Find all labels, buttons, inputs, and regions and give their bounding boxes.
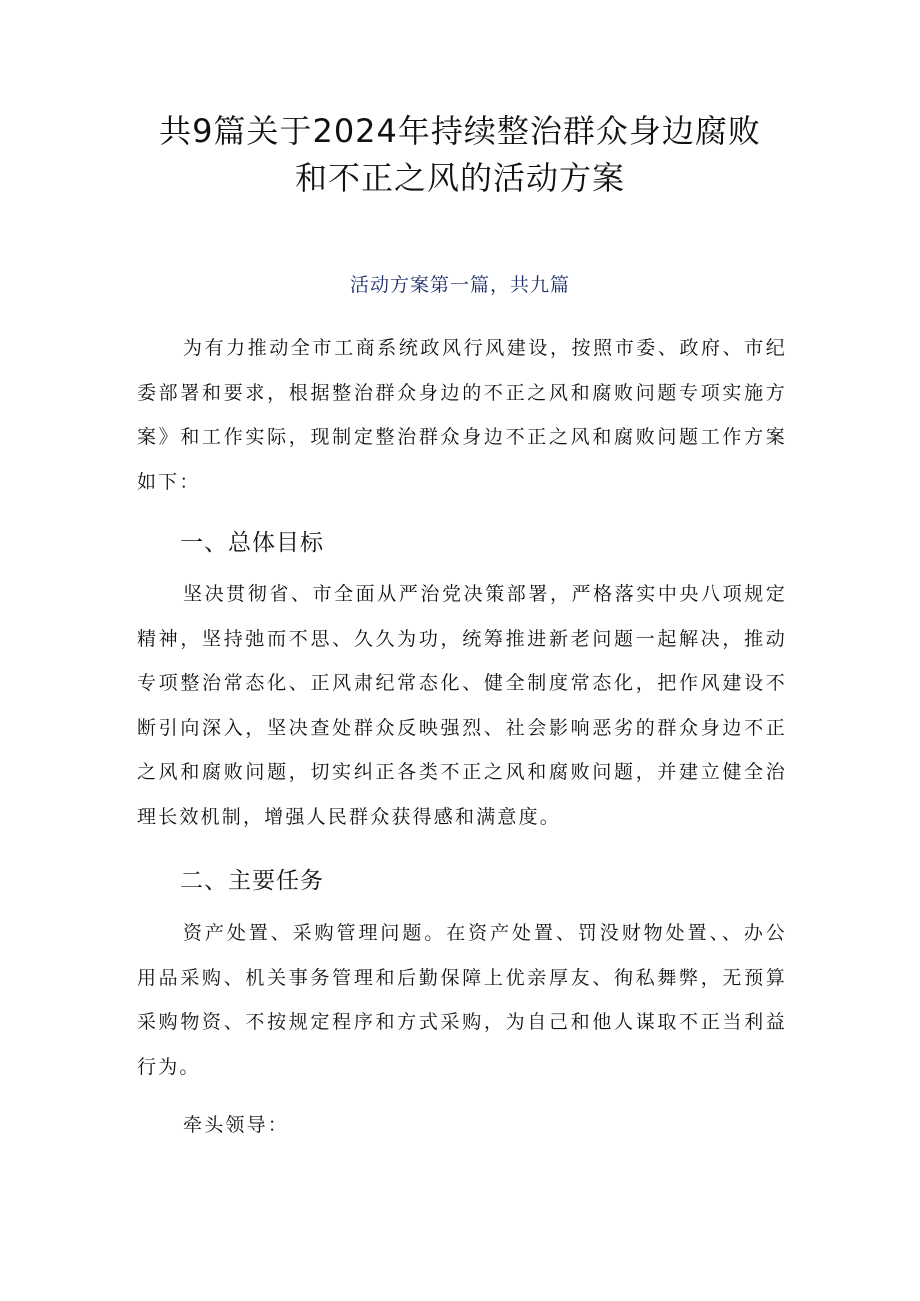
document-title-line-1: 共9篇关于2024年持续整治群众身边腐败 <box>159 112 761 150</box>
document-subtitle: 活动方案第一篇，共九篇 <box>349 274 570 296</box>
section-1-heading: 一、总体目标 <box>180 530 324 556</box>
section-1-paragraph: 坚决贯彻省、市全面从严治党决策部署，严格落实中央八项规定精神，坚持弛而不思、久久为功，统筹推进新老问题一起解决，推动专项整治常态化、正风肃纪常态化、健全制度常态化，把作风建设不断引向深入，坚决查处群众反映强烈、社会影响恶劣的群众身边不正之风和腐败问题，切实纠正各类不正之风和腐败问题，并建立健全治理长效机制，增强人民群众获得感和满意度。 <box>137 583 787 828</box>
section-2-heading: 二、主要任务 <box>180 868 324 894</box>
intro-paragraph: 为有力推动全市工商系统政风行风建设，按照市委、政府、市纪委部署和要求，根据整治群众身边的不正之风和腐败问题专项实施方案》和工作实际，现制定整治群众身边不正之风和腐败问题工作方案如下： <box>137 337 787 493</box>
section-2-paragraph: 资产处置、采购管理问题。在资产处置、罚没财物处置、、办公用品采购、机关事务管理和后勤保障上优亲厚友、徇私舞弊，无预算采购物资、不按规定程序和方式采购，为自己和他人谋取不正当利益行为。 <box>137 922 787 1078</box>
lead-leader-label: 牵头领导： <box>183 1114 290 1136</box>
document-title-line-2: 和不正之风的活动方案 <box>294 159 625 197</box>
